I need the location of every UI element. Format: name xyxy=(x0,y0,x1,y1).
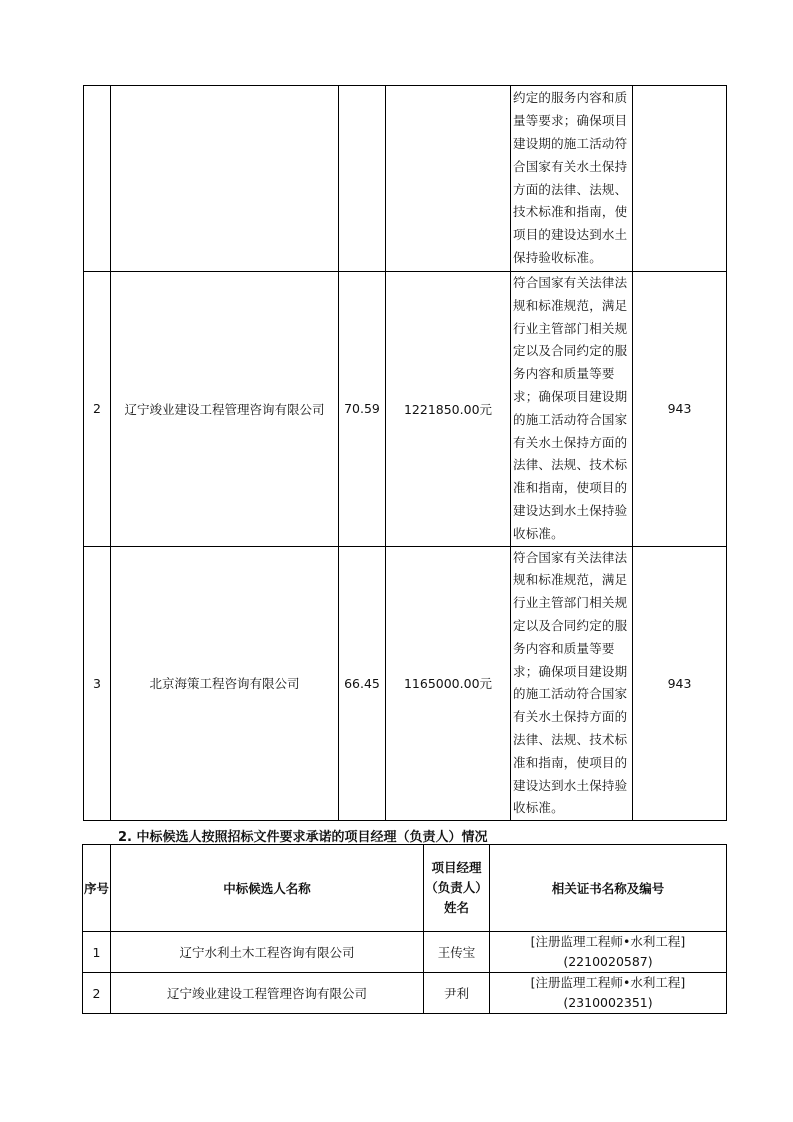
candidate-name: 辽宁水利土木工程咨询有限公司 xyxy=(111,932,424,973)
pm-name: 王传宝 xyxy=(424,932,490,973)
candidate-name: 辽宁竣业建设工程管理咨询有限公司 xyxy=(111,272,339,547)
quality-commitment: 约定的服务内容和质量等要求；确保项目建设期的施工活动符合国家有关水土保持方面的法律、法规、技术标准和指南，使项目的建设达到水土保持验收标准。 xyxy=(511,86,633,272)
header-row xyxy=(83,845,727,932)
table-row xyxy=(84,546,727,821)
row-number: 1 xyxy=(83,932,111,973)
table-row xyxy=(83,973,727,1014)
service-days: 943 xyxy=(633,546,727,821)
row-number: 3 xyxy=(84,546,111,821)
certificate: [注册监理工程师•水利工程](2210020587) xyxy=(490,932,727,973)
project-manager-table xyxy=(82,844,727,1014)
bid-price: 1165000.00元 xyxy=(386,546,511,821)
bid-results-table xyxy=(83,85,727,821)
header-no: 序号 xyxy=(83,845,111,932)
candidate-name: 北京海策工程咨询有限公司 xyxy=(111,546,339,821)
score xyxy=(339,86,386,272)
header-candidate: 中标候选人名称 xyxy=(111,845,424,932)
quality-commitment: 符合国家有关法律法规和标准规范，满足行业主管部门相关规定以及合同约定的服务内容和质量等要求；确保项目建设期的施工活动符合国家有关水土保持方面的法律、法规、技术标准和指南，使项目的建设达到水土保持验收标准。 xyxy=(511,272,633,547)
section-heading: 2. 中标候选人按照招标文件要求承诺的项目经理（负责人）情况 xyxy=(118,830,488,845)
quality-commitment: 符合国家有关法律法规和标准规范，满足行业主管部门相关规定以及合同约定的服务内容和质量等要求；确保项目建设期的施工活动符合国家有关水土保持方面的法律、法规、技术标准和指南，使项目的建设达到水土保持验收标准。 xyxy=(511,546,633,821)
certificate: [注册监理工程师•水利工程](2310002351) xyxy=(490,973,727,1014)
pm-name: 尹利 xyxy=(424,973,490,1014)
score: 70.59 xyxy=(339,272,386,547)
score: 66.45 xyxy=(339,546,386,821)
bid-price: 1221850.00元 xyxy=(386,272,511,547)
header-cert: 相关证书名称及编号 xyxy=(490,845,727,932)
table-row xyxy=(84,86,727,272)
row-number: 2 xyxy=(84,272,111,547)
row-number: 2 xyxy=(83,973,111,1014)
header-pm: 项目经理（负责人）姓名 xyxy=(424,845,490,932)
table-row xyxy=(83,932,727,973)
table-row xyxy=(84,272,727,547)
service-days xyxy=(633,86,727,272)
row-number xyxy=(84,86,111,272)
candidate-name: 辽宁竣业建设工程管理咨询有限公司 xyxy=(111,973,424,1014)
service-days: 943 xyxy=(633,272,727,547)
bid-price xyxy=(386,86,511,272)
candidate-name xyxy=(111,86,339,272)
